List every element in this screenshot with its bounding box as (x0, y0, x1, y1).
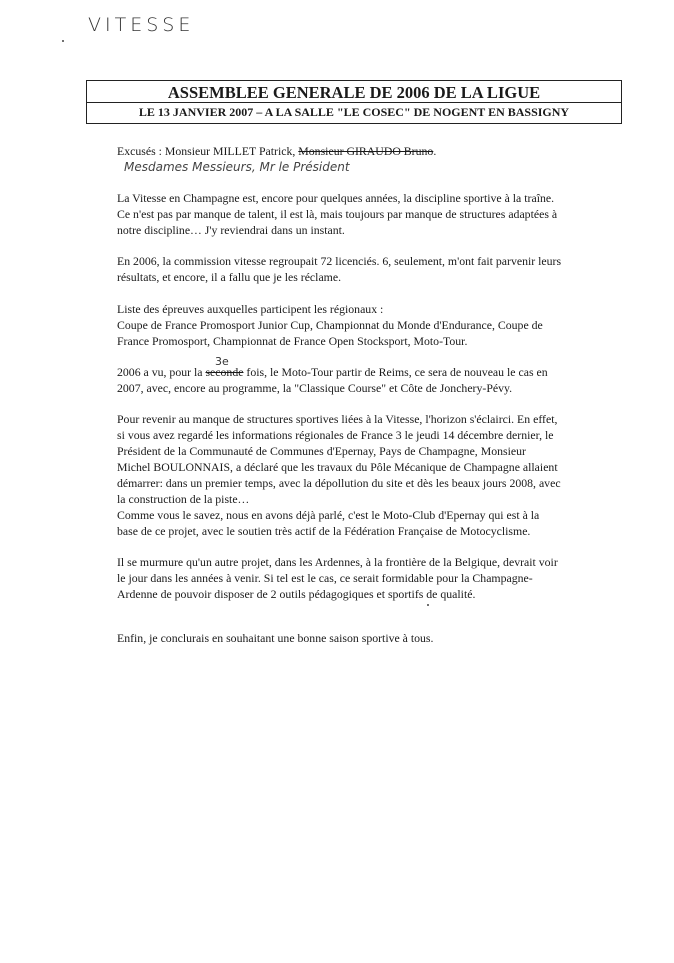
document-subtitle: LE 13 JANVIER 2007 – A LA SALLE "LE COSEC" DE NOGENT EN BASSIGNY (138, 105, 570, 119)
handwritten-ordinal: 3e (215, 355, 229, 368)
document-title: ASSEMBLEE GENERALE DE 2006 DE LA LIGUE (167, 83, 541, 102)
paragraph-line: Président de la Communauté de Communes d'Epernay, Pays de Champagne, Monsieur (117, 444, 526, 458)
paragraph-line: Coupe de France Promosport Junior Cup, Championnat du Monde d'Endurance, Coupe de (117, 318, 543, 332)
paragraph-line: démarrer: dans un premier temps, avec la dépollution du site et dès les beaux jours 2008, avec (117, 476, 561, 490)
paragraph-line: Ce n'est pas par manque de talent, il est là, mais toujours par manque de structures adaptées à (117, 207, 558, 221)
paragraph-line: En 2006, la commission vitesse regroupait 72 licenciés. 6, seulement, m'ont fait parvenir leurs (117, 254, 562, 268)
paragraph-line: Liste des épreuves auxquelles participent les régionaux : (117, 302, 384, 316)
paragraph-line: notre discipline… J'y reviendrai dans un instant. (117, 223, 345, 237)
paragraph-line: résultats, et encore, il a fallu que je les réclame. (117, 270, 342, 284)
excuses-struck-name: Monsieur GIRAUDO Bruno (298, 144, 434, 158)
paragraph-line: si vous avez regardé les informations régionales de France 3 le jeudi 14 décembre dernier, le (117, 428, 554, 442)
paragraph-line: la construction de la piste… (117, 492, 250, 506)
header-divider (87, 102, 621, 103)
excuses-line (117, 143, 436, 159)
handwritten-title: VITESSE (88, 14, 195, 36)
paragraph-line: base de ce projet, avec le soutien très actif de la Fédération Française de Motocyclisme. (117, 524, 531, 538)
paragraph-text: fois, le Moto-Tour partir de Reims, ce sera de nouveau le cas en (243, 365, 548, 379)
scan-speck (427, 604, 429, 606)
paragraph-line: Pour revenir au manque de structures sportives liées à la Vitesse, l'horizon s'éclairci. En effet, (117, 412, 558, 426)
excuses-end: . (433, 144, 437, 158)
excuses-text: Excusés : Monsieur MILLET Patrick, (117, 144, 299, 158)
paragraph-line (117, 364, 548, 380)
paragraph-line: Il se murmure qu'un autre projet, dans les Ardennes, à la frontière de la Belgique, devrait voir (117, 555, 558, 569)
header-box (86, 80, 622, 124)
paragraph-line: Enfin, je conclurais en souhaitant une bonne saison sportive à tous. (117, 631, 434, 645)
paragraph-line: Comme vous le savez, nous en avons déjà parlé, c'est le Moto-Club d'Epernay qui est à la (117, 508, 540, 522)
paragraph-text: 2006 a vu, pour la (117, 365, 206, 379)
struck-word: seconde (205, 365, 244, 379)
paragraph-line: La Vitesse en Champagne est, encore pour quelques années, la discipline sportive à la traîne. (117, 191, 555, 205)
paragraph-line: 2007, avec, encore au programme, la "Classique Course" et Côte de Jonchery-Pévy. (117, 381, 513, 395)
scan-speck (62, 40, 64, 42)
handwritten-greeting: Mesdames Messieurs, Mr le Président (124, 160, 350, 174)
paragraph-line: Michel BOULONNAIS, a déclaré que les travaux du Pôle Mécanique de Champagne allaient (117, 460, 558, 474)
paragraph-line: France Promosport, Championnat de France Open Stocksport, Moto-Tour. (117, 334, 468, 348)
paragraph-line: le jour dans les années à venir. Si tel est le cas, ce serait formidable pour la Champagne- (117, 571, 533, 585)
paragraph-line: Ardenne de pouvoir disposer de 2 outils pédagogiques et sportifs de qualité. (117, 587, 476, 601)
